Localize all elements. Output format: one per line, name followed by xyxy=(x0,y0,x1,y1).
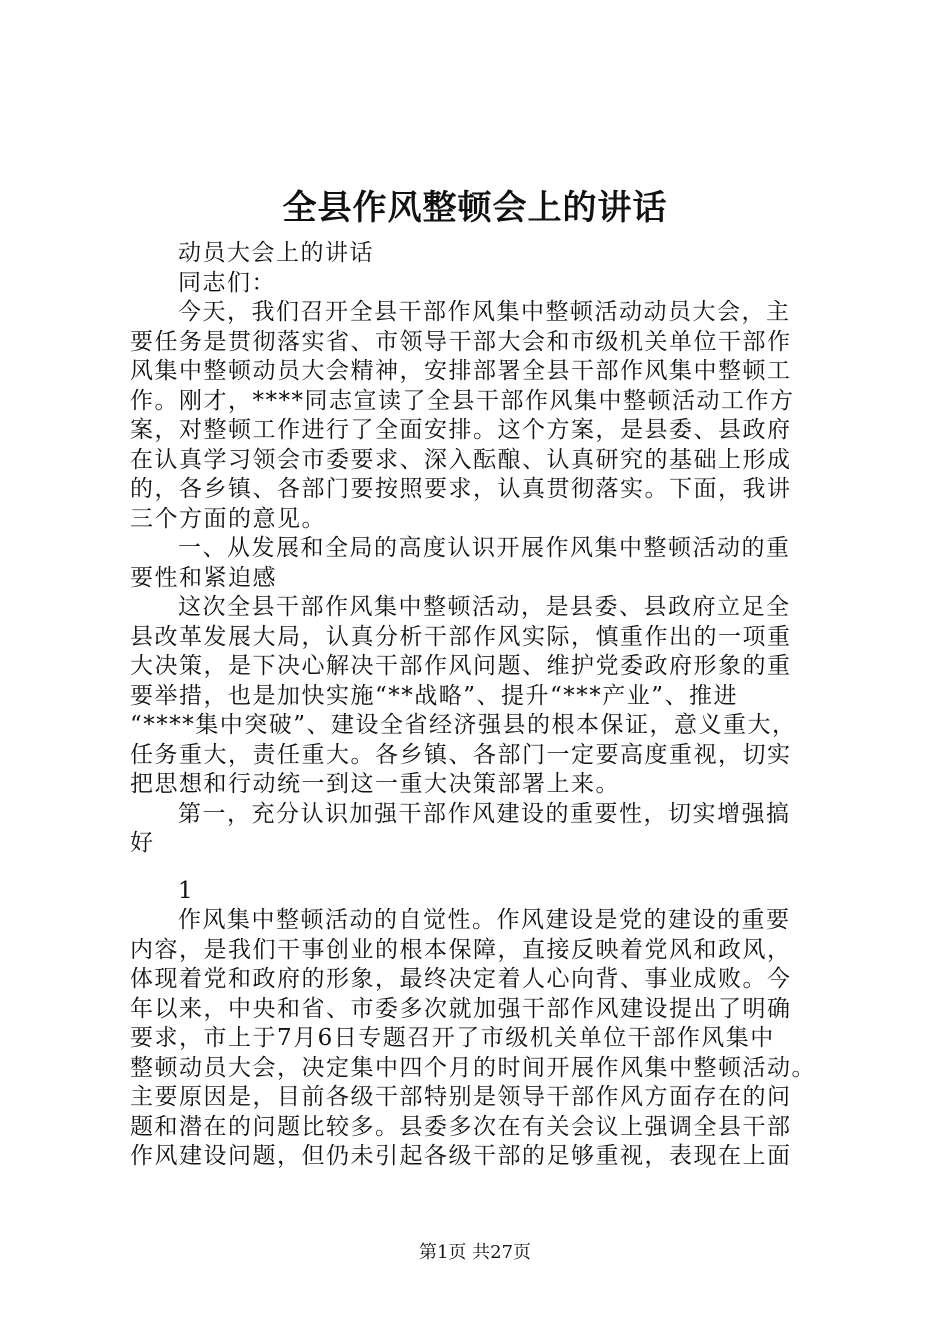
paragraph-line: 作风集中整顿活动的自觉性。作风建设是党的建设的重要 xyxy=(178,907,791,933)
paragraph-line: 案，对整顿工作进行了全面安排。这个方案，是县委、县政府 xyxy=(130,417,792,443)
paragraph-line: 整顿动员大会，决定集中四个月的时间开展作风集中整顿活动。 xyxy=(130,1054,816,1081)
paragraph-line: 县改革发展大局，认真分析干部作风实际，慎重作出的一项重 xyxy=(130,623,792,650)
paragraph-line: 风集中整顿动员大会精神，安排部署全县干部作风集中整顿工 xyxy=(130,358,792,384)
paragraph-line: 这次全县干部作风集中整顿活动，是县委、县政府立足全 xyxy=(178,594,791,620)
section-heading-line: 一、从发展和全局的高度认识开展作风集中整顿活动的重 xyxy=(178,535,791,561)
paragraph-line: 第一，充分认识加强干部作风建设的重要性，切实增强搞 xyxy=(178,800,791,827)
paragraph-line: “****集中突破”、建设全省经济强县的根本保证，意义重大， xyxy=(130,712,797,738)
paragraph-line: 好 xyxy=(130,830,155,856)
paragraph-line: 在认真学习领会市委要求、深入酝酿、认真研究的基础上形成 xyxy=(130,446,792,473)
paragraph-line: 今天，我们召开全县干部作风集中整顿活动动员大会，主 xyxy=(178,299,791,325)
paragraph-line: 主要原因是，目前各级干部特别是领导干部作风方面存在的问 xyxy=(130,1084,792,1110)
paragraph-line: 内容，是我们干事创业的根本保障，直接反映着党风和政风， xyxy=(130,936,792,963)
paragraph-line: 的，各乡镇、各部门要按照要求，认真贯彻落实。下面，我讲 xyxy=(130,476,792,502)
paragraph-line: 体现着党和政府的形象，最终决定着人心向背、事业成败。今 xyxy=(130,966,792,992)
paragraph-line: 大决策，是下决心解决干部作风问题、维护党委政府形象的重 xyxy=(130,653,792,679)
body-block-1 xyxy=(130,239,845,859)
body-block-2 xyxy=(130,906,845,1172)
paragraph-line: 年以来，中央和省、市委多次就加强干部作风建设提出了明确 xyxy=(130,995,792,1022)
paragraph-line: 作。刚才，****同志宣读了全县干部作风集中整顿活动工作方 xyxy=(130,387,795,414)
inline-page-number: 1 xyxy=(178,878,193,904)
paragraph-line: 动员大会上的讲话 xyxy=(178,240,374,266)
paragraph-line: 作风建设问题，但仍未引起各级干部的足够重视，表现在上面 xyxy=(130,1143,792,1169)
paragraph-line: 把思想和行动统一到这一重大决策部署上来。 xyxy=(130,771,620,797)
paragraph-line: 要任务是贯彻落实省、市领导干部大会和市级机关单位干部作 xyxy=(130,328,792,355)
paragraph-line: 同志们： xyxy=(178,269,276,296)
paragraph-line: 要求，市上于7月6日专题召开了市级机关单位干部作风集中 xyxy=(130,1025,775,1051)
paragraph-line: 任务重大，责任重大。各乡镇、各部门一定要高度重视，切实 xyxy=(130,741,792,768)
section-heading-line: 要性和紧迫感 xyxy=(130,564,277,591)
paragraph-line: 三个方面的意见。 xyxy=(130,505,326,532)
document-title: 全县作风整顿会上的讲话 xyxy=(282,188,668,228)
paragraph-line: 题和潜在的问题比较多。县委多次在有关会议上强调全县干部 xyxy=(130,1113,792,1140)
paragraph-line: 要举措，也是加快实施“**战略”、提升“***产业”、推进 xyxy=(130,682,739,709)
page-footer: 第1页 共27页 xyxy=(418,1242,532,1263)
